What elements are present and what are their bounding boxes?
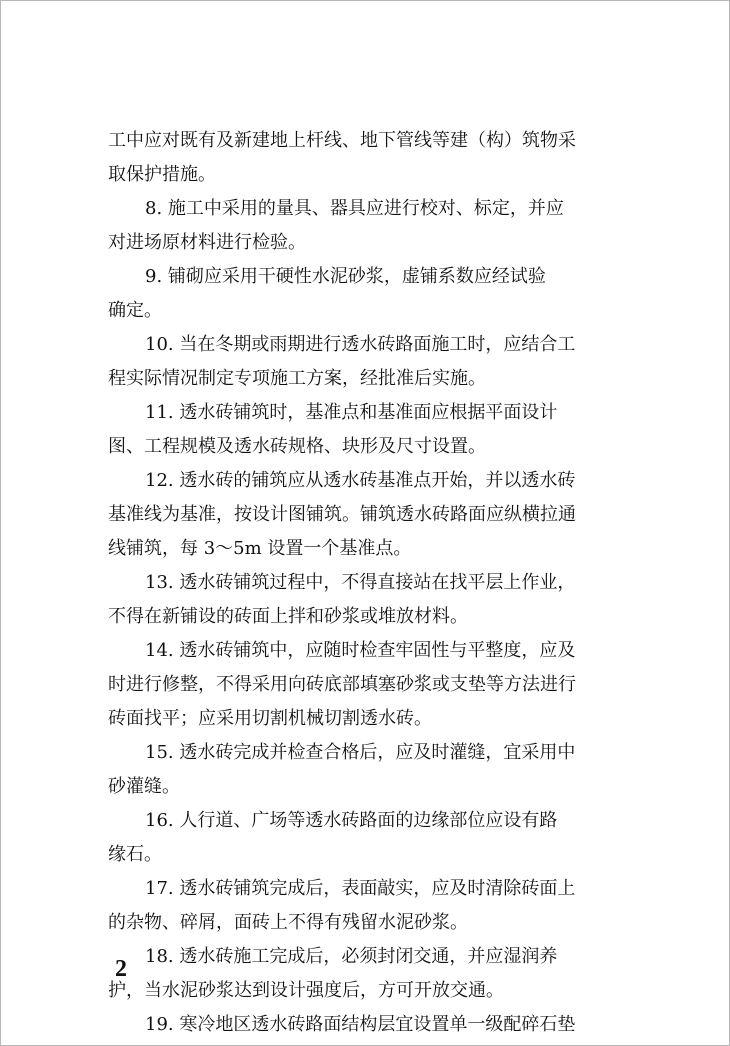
clause-14-line: 14. 透水砖铺筑中，应随时检查牢固性与平整度，应及 (145, 640, 576, 661)
text-line: 对进场原材料进行检验。 (108, 232, 306, 253)
clause-10-line: 10. 当在冬期或雨期进行透水砖路面施工时，应结合工 (145, 334, 576, 355)
text-line: 砂灌缝。 (108, 776, 180, 797)
text-line: 护，当水泥砂浆达到设计强度后，方可开放交通。 (108, 980, 504, 1001)
clause-13-line: 13. 透水砖铺筑过程中，不得直接站在找平层上作业， (145, 572, 576, 593)
clause-9-line: 9. 铺砌应采用干硬性水泥砂浆，虚铺系数应经试验 (145, 266, 546, 287)
clause-18-line: 18. 透水砖施工完成后，必须封闭交通，并应湿润养 (145, 946, 558, 967)
text-line: 线铺筑，每 3～5m 设置一个基准点。 (108, 538, 412, 559)
document-body (108, 124, 624, 1042)
text-line: 图、工程规模及透水砖规格、块形及尺寸设置。 (108, 436, 486, 457)
text-line: 不得在新铺设的砖面上拌和砂浆或堆放材料。 (108, 606, 468, 627)
text-line: 基准线为基准，按设计图铺筑。铺筑透水砖路面应纵横拉通 (108, 504, 576, 525)
text-line: 取保护措施。 (108, 164, 216, 185)
text-line: 的杂物、碎屑，面砖上不得有残留水泥砂浆。 (108, 912, 468, 933)
page-number: 2 (115, 956, 127, 982)
clause-16-line: 16. 人行道、广场等透水砖路面的边缘部位应设有路 (145, 810, 558, 831)
clause-11-line: 11. 透水砖铺筑时，基准点和基准面应根据平面设计 (145, 402, 558, 423)
clause-15-line: 15. 透水砖完成并检查合格后，应及时灌缝，宜采用中 (145, 742, 576, 763)
clause-17-line: 17. 透水砖铺筑完成后，表面敲实，应及时清除砖面上 (145, 878, 576, 899)
clause-8-line: 8. 施工中采用的量具、器具应进行校对、标定，并应 (145, 198, 564, 219)
text-line: 程实际情况制定专项施工方案，经批准后实施。 (108, 368, 486, 389)
text-line: 工中应对既有及新建地上杆线、地下管线等建（构）筑物采 (108, 130, 576, 151)
text-line: 砖面找平；应采用切割机械切割透水砖。 (108, 708, 432, 729)
text-line: 确定。 (108, 300, 162, 321)
clause-19-line: 19. 寒冷地区透水砖路面结构层宜设置单一级配碎石垫 (145, 1014, 576, 1035)
text-line: 缘石。 (108, 844, 162, 865)
clause-12-line: 12. 透水砖的铺筑应从透水砖基准点开始，并以透水砖 (145, 470, 576, 491)
text-line: 时进行修整，不得采用向砖底部填塞砂浆或支垫等方法进行 (108, 674, 576, 695)
